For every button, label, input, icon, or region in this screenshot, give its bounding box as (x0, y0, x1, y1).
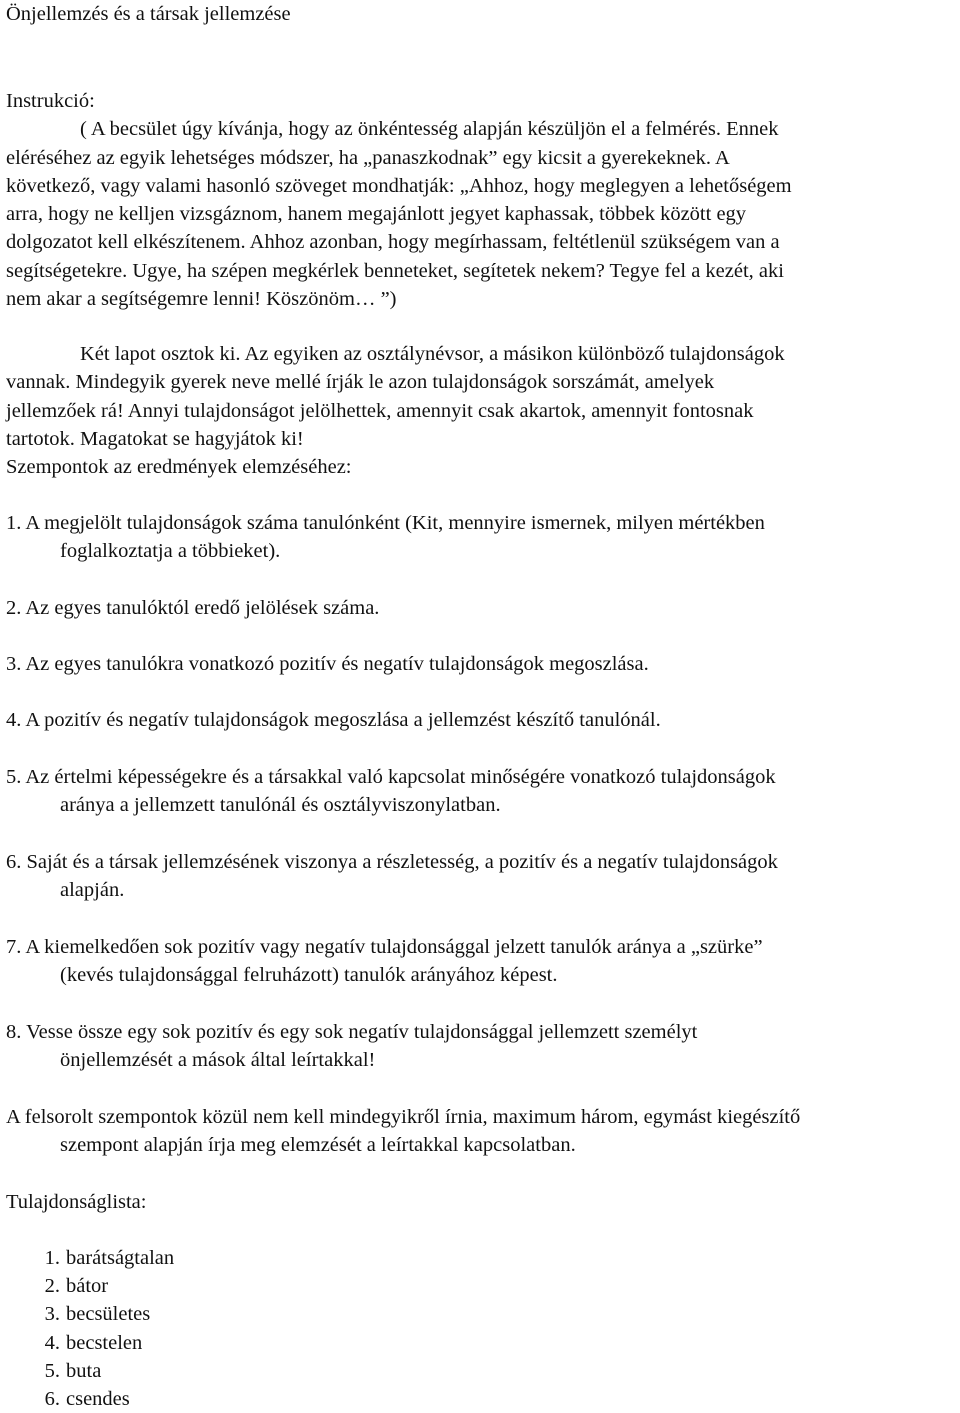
instruction-heading: Instrukció: (6, 90, 95, 112)
criterion-item (6, 706, 956, 734)
list-item-label: bátor (66, 1275, 109, 1298)
criterion-item (6, 509, 956, 566)
criteria-heading: Szempontok az eredmények elemzéséhez: (6, 456, 352, 479)
list-item-number: 4. (44, 1331, 60, 1354)
instruction-line: segítségetekre. Ugye, ha szépen megkérlek benneteket, segítetek nekem? Tegye fel a kezét, aki (6, 259, 784, 282)
criterion-line: 3. Az egyes tanulókra vonatkozó pozitív és negatív tulajdonságok megoszlása. (6, 653, 649, 675)
procedure-section (6, 340, 956, 481)
document-title: Önjellemzés és a társak jellemzése (6, 3, 291, 25)
list-item (22, 1244, 174, 1272)
procedure-line: tartotok. Magatokat se hagyjátok ki! (6, 427, 304, 450)
criterion-line: foglalkoztatja a többieket). (60, 540, 281, 563)
criterion-line: aránya a jellemzett tanulónál és osztályviszonylatban. (60, 794, 501, 817)
procedure-line: Két lapot osztok ki. Az egyiken az osztálynévsor, a másikon különböző tulajdonságok (80, 343, 785, 365)
criterion-line: A felsorolt szempontok közül nem kell mindegyikről írnia, maximum három, egymást kiegészítő (6, 1106, 801, 1128)
criterion-item (6, 594, 956, 622)
instruction-line: eléréséhez az egyik lehetséges módszer, ha „panaszkodnak” egy kicsit a gyerekeknek. A (6, 146, 730, 169)
criterion-item (6, 650, 956, 678)
list-item-label: barátságtalan (66, 1247, 175, 1269)
criterion-line: 5. Az értelmi képességekre és a társakkal való kapcsolat minőségére vonatkozó tulajdonságok (6, 766, 776, 788)
list-item (22, 1329, 174, 1357)
instruction-line: nem akar a segítségemre lenni! Köszönöm… ”) (6, 288, 397, 311)
criterion-line: 4. A pozitív és negatív tulajdonságok megoszlása a jellemzést készítő tanulónál. (6, 709, 661, 731)
list-item (22, 1300, 174, 1328)
property-list (22, 1244, 174, 1413)
list-item-number: 5. (44, 1359, 60, 1382)
list-item-number: 6. (44, 1387, 60, 1410)
property-list-heading: Tulajdonságlista: (6, 1191, 147, 1213)
criterion-line: 7. A kiemelkedően sok pozitív vagy negatív tulajdonsággal jelzett tanulók aránya a „szürke” (6, 936, 763, 958)
list-item-label: buta (66, 1359, 102, 1382)
list-item (22, 1272, 174, 1300)
list-item-label: becstelen (66, 1331, 143, 1354)
list-item-number: 2. (44, 1275, 60, 1298)
list-item-label: csendes (66, 1387, 130, 1410)
criterion-line: 8. Vesse össze egy sok pozitív és egy sok negatív tulajdonsággal jellemzett személyt (6, 1021, 698, 1043)
list-item-number: 1. (44, 1247, 60, 1269)
procedure-line: vannak. Mindegyik gyerek neve mellé írják le azon tulajdonságok sorszámát, amelyek (6, 371, 715, 394)
instruction-line: következő, vagy valami hasonló szöveget mondhatják: „Ahhoz, hogy meglegyen a lehetőségem (6, 174, 792, 197)
criterion-line: alapján. (60, 879, 125, 902)
criterion-item (6, 848, 956, 905)
list-item-label: becsületes (66, 1303, 151, 1326)
criterion-line: 1. A megjelölt tulajdonságok száma tanulónként (Kit, mennyire ismernek, milyen mértékben (6, 512, 765, 534)
instruction-line: arra, hogy ne kelljen vizsgáznom, hanem megajánlott jegyet kaphassak, többek között egy (6, 203, 747, 226)
criterion-item (6, 763, 956, 820)
list-item-number: 3. (44, 1303, 60, 1326)
criterion-line: 6. Saját és a társak jellemzésének viszonya a részletesség, a pozitív és a negatív tulajdonságok (6, 851, 778, 873)
instruction-line: ( A becsület úgy kívánja, hogy az önkéntesség alapján készüljön el a felmérés. Ennek (80, 118, 779, 141)
procedure-line: jellemzőek rá! Annyi tulajdonságot jelölhettek, amennyit csak akartok, amennyit fontosnak (6, 399, 754, 422)
criterion-line: 2. Az egyes tanulóktól eredő jelölések száma. (6, 597, 380, 619)
instruction-line: dolgozatot kell elkészítenem. Ahhoz azonban, hogy megírhassam, feltétlenül szükségem van a (6, 231, 780, 254)
list-item (22, 1357, 174, 1385)
criterion-item (6, 933, 956, 990)
criterion-line: önjellemzését a mások által leírtakkal! (60, 1049, 376, 1072)
closing-paragraph (6, 1103, 956, 1160)
criterion-line: (kevés tulajdonsággal felruházott) tanulók arányához képest. (60, 964, 558, 987)
criterion-item (6, 1018, 956, 1075)
criterion-line: szempont alapján írja meg elemzését a leírtakkal kapcsolatban. (60, 1134, 576, 1157)
instruction-section (6, 87, 956, 313)
